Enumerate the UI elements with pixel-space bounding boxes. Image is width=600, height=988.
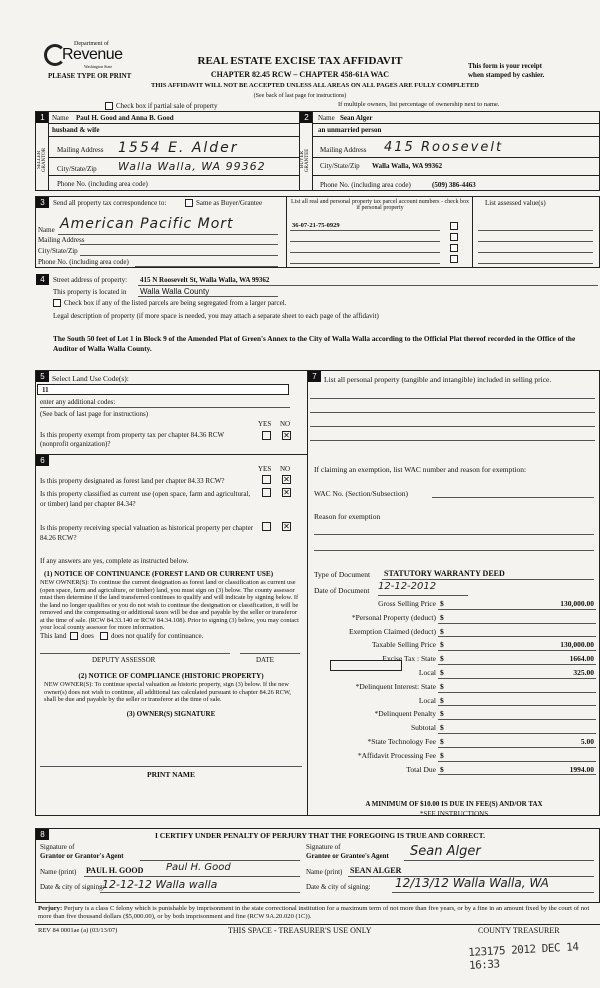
historic-no-checkbox[interactable]: ✕ xyxy=(283,522,290,531)
tax-row-label: Excise Tax : State xyxy=(382,654,436,664)
parcel-number: 36-07-21-75-0929 xyxy=(292,222,340,229)
tax-row-dollar: $ xyxy=(440,668,444,677)
parcel-personal-checkbox-3[interactable] xyxy=(450,244,458,252)
parcel-personal-checkbox-1[interactable] xyxy=(450,222,458,230)
tax-row-dollar: $ xyxy=(440,737,444,746)
correspondence-name: American Pacific Mort xyxy=(60,216,234,232)
current-use-no-checkbox[interactable]: ✕ xyxy=(283,488,290,497)
tax-row-value: 1994.00 xyxy=(569,764,594,774)
tax-row xyxy=(310,707,598,721)
tax-row-label: *Affidavit Processing Fee xyxy=(357,750,436,760)
tax-row-label: *Delinquent Penalty xyxy=(374,709,436,719)
exempt-yes-checkbox[interactable] xyxy=(262,431,271,440)
see-back: (See back of last page for instructions) xyxy=(253,93,347,99)
partial-sale-label: Check box if partial sale of property xyxy=(116,102,218,110)
tax-row-label: Taxable Selling Price xyxy=(371,640,436,650)
tax-table xyxy=(310,597,598,777)
tax-row-label: Local xyxy=(418,668,436,677)
section-1-number: 1 xyxy=(36,112,49,123)
does-not-qualify-checkbox[interactable] xyxy=(100,632,108,640)
tax-row xyxy=(310,611,598,625)
tax-row xyxy=(310,763,598,777)
dept-line2: Revenue xyxy=(62,46,123,63)
document-type: STATUTORY WARRANTY DEED xyxy=(384,569,505,578)
does-qualify-checkbox[interactable] xyxy=(70,632,78,640)
tax-row-dollar: $ xyxy=(440,599,444,608)
grantee-date-city: 12/13/12 Walla Walla, WA xyxy=(395,876,549,890)
tax-row xyxy=(310,721,598,735)
tax-row-dollar: $ xyxy=(440,626,444,636)
dept-line3: Washington State xyxy=(84,64,113,69)
grantee-print-name: SEAN ALGER xyxy=(350,866,402,875)
tax-row xyxy=(310,694,598,708)
document-date: 12-12-2012 xyxy=(378,581,437,592)
section-7-number: 7 xyxy=(308,371,321,382)
tax-row-dollar: $ xyxy=(440,764,444,774)
seller-name2: husband & wife xyxy=(52,126,100,134)
tax-row-label: Gross Selling Price xyxy=(378,599,436,608)
form-title: REAL ESTATE EXCISE TAX AFFIDAVIT xyxy=(197,55,403,67)
tax-row-dollar: $ xyxy=(440,750,444,760)
same-as-buyer-checkbox[interactable] xyxy=(185,199,193,207)
buyer-phone: (509) 386-4463 xyxy=(432,181,476,189)
tax-row-dollar: $ xyxy=(440,709,444,719)
buyer-side-label: BUYER GRANTEE xyxy=(300,148,310,172)
property-street: 415 N Roosevelt St, Walla Walla, WA 99362 xyxy=(140,276,270,284)
multiple-owners-note: If multiple owners, list percentage of ownership next to name. xyxy=(338,101,500,108)
tax-row-label: *Personal Property (deduct) xyxy=(351,612,436,622)
seller-side-label: SELLER GRANTOR xyxy=(37,147,47,173)
section-5-number: 5 xyxy=(36,371,49,382)
tax-row-label: Local xyxy=(418,695,436,705)
land-use-code: 11 xyxy=(42,386,49,394)
revenue-logo xyxy=(44,38,124,72)
tax-row-value: 325.00 xyxy=(573,668,594,677)
parcel-personal-checkbox-2[interactable] xyxy=(450,233,458,241)
parcel-personal-checkbox-4[interactable] xyxy=(450,255,458,263)
dept-line1: Department of xyxy=(74,41,109,47)
buyer-city: Walla Walla, WA 99362 xyxy=(372,162,443,170)
form-chapter: CHAPTER 82.45 RCW – CHAPTER 458-61A WAC xyxy=(210,70,390,79)
tax-row xyxy=(310,680,598,694)
tax-row-dollar: $ xyxy=(440,612,444,622)
tax-row-dollar: $ xyxy=(440,681,444,691)
tax-row xyxy=(310,597,598,611)
legal-description: The South 50 feet of Lot 1 in Block 9 of the Amended Plat of Green's Annex to the City of Walla Walla according to the Official Plat thereof recorded in the Office of the Auditor of Walla Walla County. xyxy=(53,334,576,353)
land-use-code-field[interactable] xyxy=(37,384,289,395)
cashier-stamp: 123175 2012 DEC 14 16:33 xyxy=(468,940,579,972)
tax-row-label: Total Due xyxy=(406,764,436,774)
grantee-signature: Sean Alger xyxy=(410,844,481,859)
seller-city: Walla Walla, WA 99362 xyxy=(118,160,266,173)
property-county: Walla Walla County xyxy=(140,287,210,296)
tax-row-value: 130,000.00 xyxy=(560,599,594,608)
buyer-mailing: 415 Roosevelt xyxy=(384,140,504,155)
historic-yes-checkbox[interactable] xyxy=(262,522,271,531)
tax-row-dollar: $ xyxy=(440,640,444,650)
partial-sale-checkbox[interactable] xyxy=(105,102,113,110)
tax-row-value: 130,000.00 xyxy=(560,640,594,650)
perjury-notice: Perjury: Perjury is a class C felony which is punishable by imprisonment in the state correctional institution for a maximum term of not more than five years, or by a fine in an amount fixed by the court of not more than five thousand dollars ($5,000.00), or by both imprisonment and fine (RCW 9A.20.020 (1C)). xyxy=(38,905,590,920)
forest-no-checkbox[interactable]: ✕ xyxy=(283,475,290,484)
section-2-number: 2 xyxy=(300,112,313,123)
tax-row xyxy=(310,638,598,652)
receipt-line2: when stamped by cashier. xyxy=(468,71,545,79)
buyer-name2: an unmarried person xyxy=(318,126,382,134)
grantor-date-city: 12-12-12 Walla walla xyxy=(102,878,218,891)
section-4-number: 4 xyxy=(36,274,49,285)
tax-row-value: 5.00 xyxy=(580,737,594,746)
please-type: PLEASE TYPE OR PRINT xyxy=(48,72,132,80)
tax-row-label: Exemption Claimed (deduct) xyxy=(348,626,436,636)
exempt-no-checkbox[interactable]: ✕ xyxy=(283,431,290,440)
tax-row-label: *Delinquent Interest: State xyxy=(355,681,436,691)
tax-row xyxy=(310,625,598,639)
grantor-print-name: PAUL H. GOOD xyxy=(86,866,144,875)
grantor-signature: Paul H. Good xyxy=(166,862,231,873)
buyer-name: Sean Alger xyxy=(340,114,373,122)
local-excise-input-box[interactable] xyxy=(330,660,402,671)
seller-mailing: 1554 E. Alder xyxy=(118,140,239,156)
section-3-number: 3 xyxy=(36,197,49,208)
tax-row-dollar: $ xyxy=(440,654,444,664)
seller-name: Paul H. Good and Anna B. Good xyxy=(76,114,174,122)
section-6-number: 6 xyxy=(36,455,49,466)
tax-row xyxy=(310,749,598,763)
tax-row-dollar: $ xyxy=(440,695,444,705)
tax-row-label: *State Technology Fee xyxy=(367,737,436,746)
tax-row-dollar: $ xyxy=(440,723,444,733)
tax-row-label: Subtotal xyxy=(410,723,436,733)
warning: THIS AFFIDAVIT WILL NOT BE ACCEPTED UNLESS ALL AREAS ON ALL PAGES ARE FULLY COMPLETED xyxy=(151,82,479,89)
segregated-checkbox[interactable] xyxy=(53,299,61,307)
section-8-number: 8 xyxy=(36,829,49,840)
receipt-line1: This form is your receipt xyxy=(468,62,543,70)
tax-row-value: 1664.00 xyxy=(569,654,594,664)
forest-yes-checkbox[interactable] xyxy=(262,475,271,484)
current-use-yes-checkbox[interactable] xyxy=(262,488,271,497)
tax-row xyxy=(310,735,598,749)
